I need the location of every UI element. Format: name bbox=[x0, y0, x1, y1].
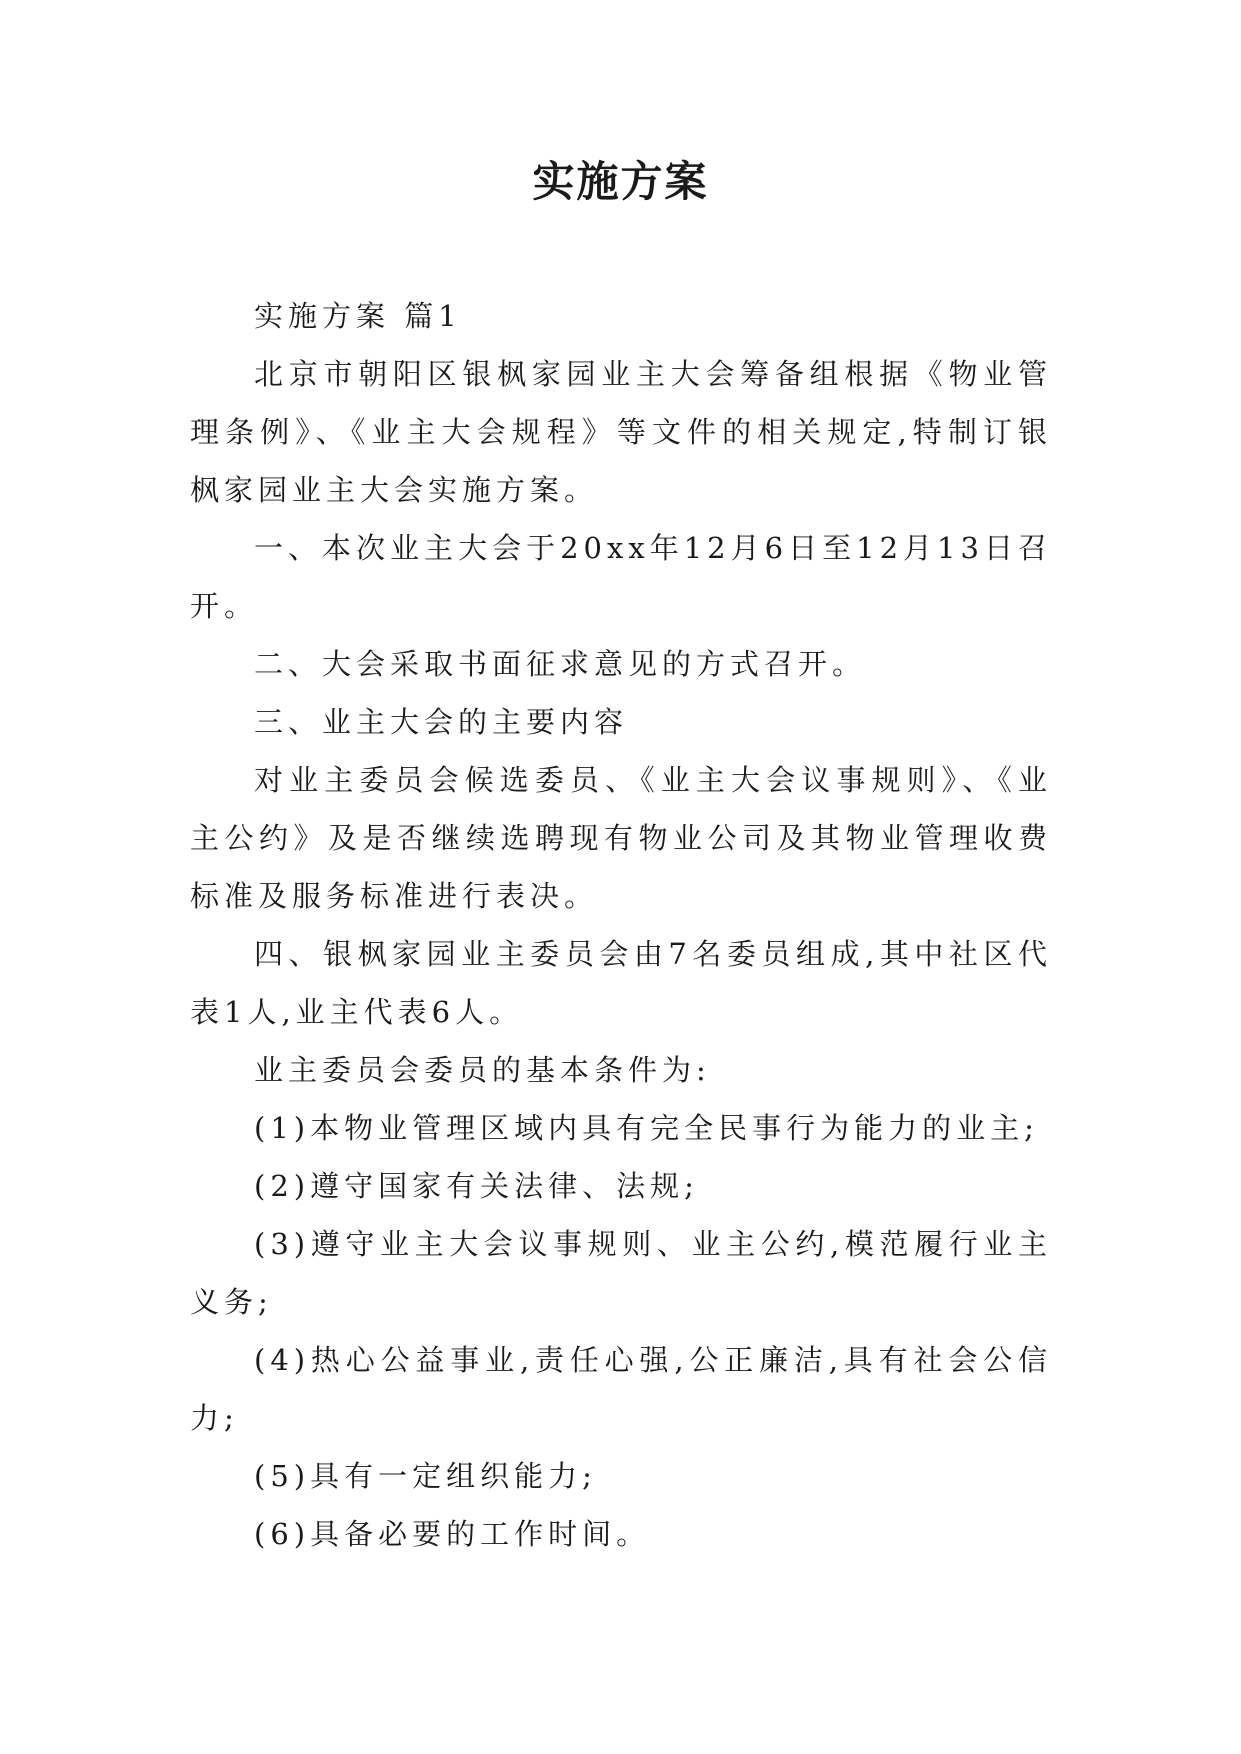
paragraph-item-3-detail: 对业主委员会候选委员、《业主大会议事规则》、《业主公约》及是否继续选聘现有物业公司及其物业管理收费标准及服务标准进行表决。 bbox=[190, 763, 1052, 913]
paragraph-condition-1: (1)本物业管理区域内具有完全民事行为能力的业主; bbox=[254, 1111, 1039, 1145]
paragraph-condition-2: (2)遵守国家有关法律、法规; bbox=[254, 1169, 699, 1203]
paragraph-condition-3: (3)遵守业主大会议事规则、业主公约,模范履行业主义务; bbox=[190, 1227, 1052, 1319]
paragraph-item-2: 二、大会采取书面征求意见的方式召开。 bbox=[254, 647, 867, 681]
paragraph-condition-5: (5)具有一定组织能力; bbox=[254, 1459, 597, 1493]
paragraph-intro: 北京市朝阳区银枫家园业主大会筹备组根据《物业管理条例》、《业主大会规程》等文件的相关规定,特制订银枫家园业主大会实施方案。 bbox=[190, 357, 1052, 507]
paragraph-item-3: 三、业主大会的主要内容 bbox=[254, 705, 629, 739]
paragraph-condition-6: (6)具备必要的工作时间。 bbox=[254, 1517, 651, 1551]
paragraph-item-4: 四、银枫家园业主委员会由7名委员组成,其中社区代表1人,业主代表6人。 bbox=[190, 937, 1052, 1029]
paragraph-condition-4: (4)热心公益事业,责任心强,公正廉洁,具有社会公信力; bbox=[190, 1343, 1052, 1435]
paragraph-section-heading: 实施方案 篇1 bbox=[254, 299, 462, 333]
document-title: 实施方案 bbox=[532, 157, 709, 206]
document-body bbox=[190, 287, 1052, 1563]
paragraph-item-1: 一、本次业主大会于20xx年12月6日至12月13日召开。 bbox=[190, 531, 1052, 623]
paragraph-conditions-heading: 业主委员会委员的基本条件为: bbox=[254, 1053, 711, 1087]
